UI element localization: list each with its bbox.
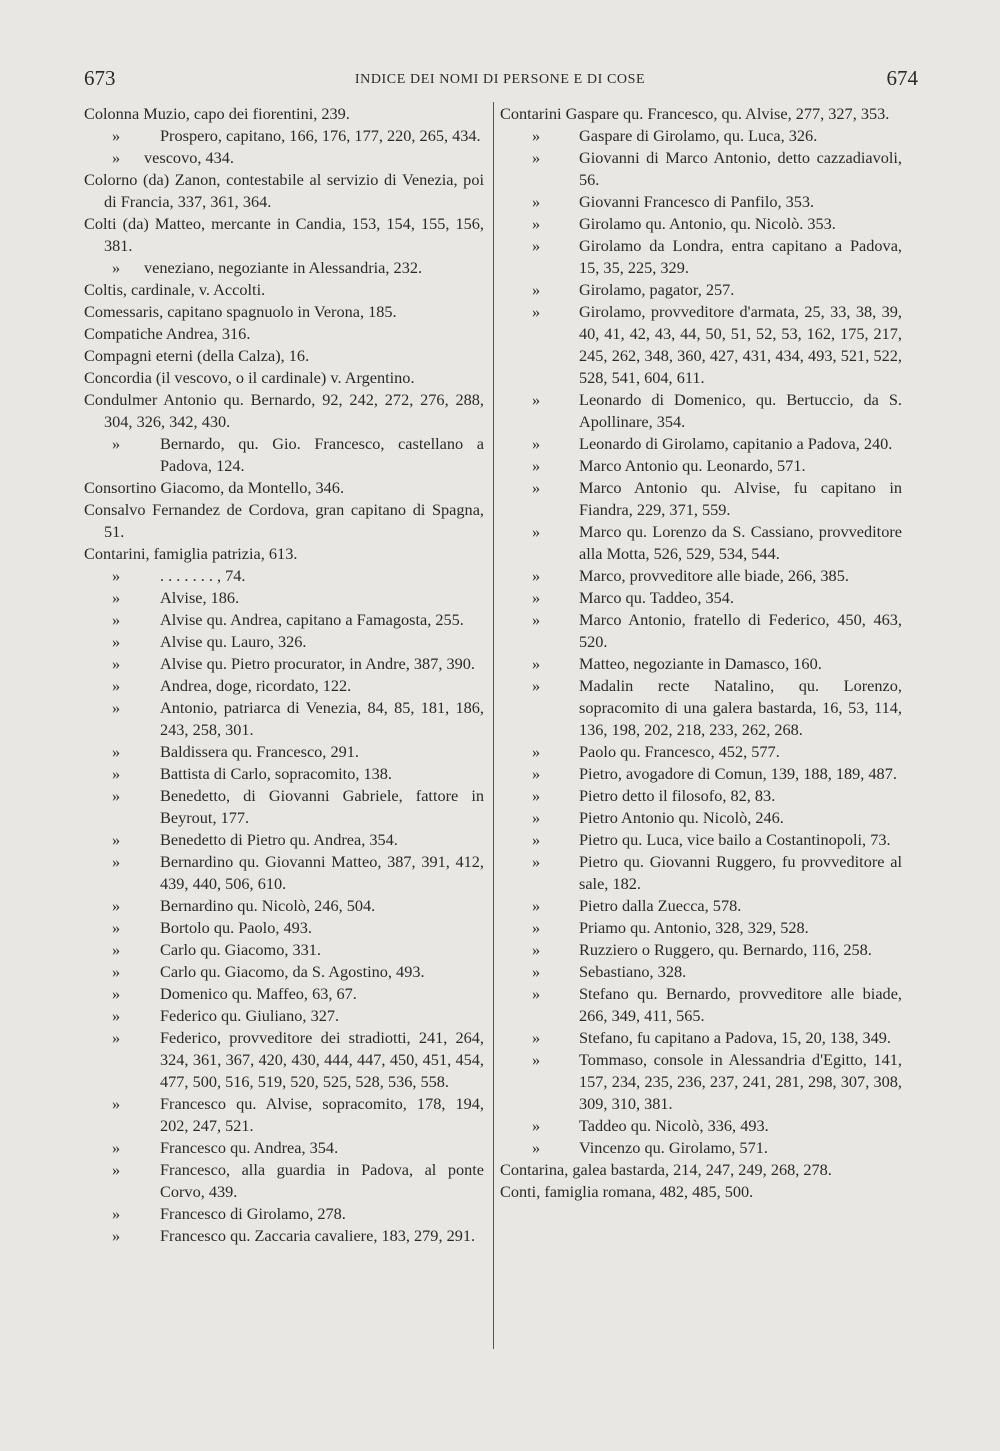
ditto-mark: »	[532, 434, 541, 453]
ditto-mark: »	[112, 962, 121, 981]
entry-text: Girolamo qu. Antonio, qu. Nicolò. 353.	[579, 214, 836, 233]
index-entry	[500, 389, 902, 433]
ditto-mark: »	[112, 1028, 121, 1047]
ditto-mark: »	[532, 302, 541, 321]
ditto-mark: »	[532, 214, 541, 233]
index-entry	[500, 785, 902, 807]
entry-text: Pietro Antonio qu. Nicolò, 246.	[579, 808, 784, 827]
index-entry	[84, 741, 484, 763]
ditto-mark: »	[112, 1160, 121, 1179]
index-entry	[84, 499, 484, 543]
index-entry	[500, 477, 902, 521]
entry-text: Pietro detto il filosofo, 82, 83.	[579, 786, 776, 805]
index-entry	[500, 983, 902, 1027]
ditto-mark: »	[112, 566, 121, 585]
ditto-mark: »	[532, 1138, 541, 1157]
entry-text: Consalvo Fernandez de Cordova, gran capitano di Spagna, 51.	[84, 500, 484, 541]
index-entry	[84, 433, 484, 477]
index-entry	[84, 103, 484, 125]
index-entry	[84, 631, 484, 653]
index-entry	[500, 653, 902, 675]
index-entry	[84, 917, 484, 939]
index-entry	[84, 961, 484, 983]
index-entry	[84, 675, 484, 697]
entry-text: Pietro, avogadore di Comun, 139, 188, 189, 487.	[579, 764, 897, 783]
entry-text: Pietro dalla Zuecca, 578.	[579, 896, 742, 915]
ditto-mark: »	[112, 918, 121, 937]
ditto-mark: »	[532, 830, 541, 849]
index-entry	[84, 543, 484, 565]
entry-text: Paolo qu. Francesco, 452, 577.	[579, 742, 780, 761]
entry-text: Gaspare di Girolamo, qu. Luca, 326.	[579, 126, 818, 145]
ditto-mark: »	[112, 654, 121, 673]
ditto-mark: »	[532, 192, 541, 211]
index-entry	[500, 147, 902, 191]
ditto-mark: »	[112, 830, 121, 849]
ditto-mark: »	[112, 610, 121, 629]
entry-text: Stefano, fu capitano a Padova, 15, 20, 138, 349.	[579, 1028, 891, 1047]
index-entry	[84, 213, 484, 257]
entry-text: Priamo qu. Antonio, 328, 329, 528.	[579, 918, 809, 937]
entry-text: Prospero, capitano, 166, 176, 177, 220, 265, 434.	[160, 126, 481, 145]
entry-text: Francesco qu. Zaccaria cavaliere, 183, 279, 291.	[160, 1226, 476, 1245]
index-entry	[84, 125, 484, 147]
entry-text: Stefano qu. Bernardo, provveditore alle biade, 266, 349, 411, 565.	[579, 984, 902, 1025]
entry-text: Marco Antonio, fratello di Federico, 450, 463, 520.	[579, 610, 902, 651]
index-entry	[84, 587, 484, 609]
index-entry	[500, 851, 902, 895]
entry-text: Benedetto, di Giovanni Gabriele, fattore in Beyrout, 177.	[160, 786, 484, 827]
index-entry	[84, 1005, 484, 1027]
ditto-mark: »	[532, 566, 541, 585]
ditto-mark: »	[532, 742, 541, 761]
ditto-mark: »	[532, 390, 541, 409]
entry-text: Pietro qu. Giovanni Ruggero, fu provveditore al sale, 182.	[579, 852, 902, 893]
entry-text: Alvise qu. Pietro procurator, in Andre, 387, 390.	[160, 654, 475, 673]
entry-text: Condulmer Antonio qu. Bernardo, 92, 242, 272, 276, 288, 304, 326, 342, 430.	[84, 390, 484, 431]
entry-text: Comessaris, capitano spagnuolo in Verona, 185.	[84, 302, 397, 321]
index-entry	[500, 675, 902, 741]
ditto-mark: »	[112, 1094, 121, 1113]
entry-text: Giovanni di Marco Antonio, detto cazzadiavoli, 56.	[579, 148, 902, 189]
index-entry	[84, 1225, 484, 1247]
entry-text: Alvise, 186.	[160, 588, 240, 607]
entry-text: Marco Antonio qu. Leonardo, 571.	[579, 456, 806, 475]
entry-text: Carlo qu. Giacomo, 331.	[160, 940, 321, 959]
index-entry	[84, 1159, 484, 1203]
index-entry	[84, 279, 484, 301]
index-entry	[500, 213, 902, 235]
index-entry	[84, 785, 484, 829]
index-entry	[84, 477, 484, 499]
index-entry	[500, 455, 902, 477]
ditto-mark: »	[532, 984, 541, 1003]
ditto-mark: »	[112, 434, 121, 453]
ditto-mark: »	[112, 940, 121, 959]
running-title: INDICE DEI NOMI DI PERSONE E DI COSE	[354, 72, 646, 87]
index-entry	[500, 763, 902, 785]
index-entry	[84, 1027, 484, 1093]
index-entry	[500, 103, 902, 125]
ditto-mark: »	[532, 852, 541, 871]
index-entry	[500, 191, 902, 213]
entry-text: Colti (da) Matteo, mercante in Candia, 153, 154, 155, 156, 381.	[84, 214, 484, 255]
index-entry	[500, 829, 902, 851]
ditto-mark: »	[112, 984, 121, 1003]
index-entry	[500, 1181, 902, 1203]
ditto-mark: »	[532, 896, 541, 915]
ditto-mark: »	[532, 808, 541, 827]
index-entry	[84, 345, 484, 367]
entry-text: Compagni eterni (della Calza), 16.	[84, 346, 310, 365]
entry-text: Conti, famiglia romana, 482, 485, 500.	[500, 1182, 754, 1201]
entry-text: Colorno (da) Zanon, contestabile al servizio di Venezia, poi di Francia, 337, 361, 364.	[84, 170, 484, 211]
page-header	[0, 62, 1000, 92]
page-number-right: 674	[886, 66, 918, 90]
index-entry	[500, 807, 902, 829]
entry-text: Benedetto di Pietro qu. Andrea, 354.	[160, 830, 398, 849]
entry-text: Taddeo qu. Nicolò, 336, 493.	[579, 1116, 769, 1135]
index-entry	[84, 939, 484, 961]
entry-text: Contarina, galea bastarda, 214, 247, 249, 268, 278.	[500, 1160, 832, 1179]
entry-text: Compatiche Andrea, 316.	[84, 324, 251, 343]
ditto-mark: »	[532, 786, 541, 805]
index-entry	[500, 609, 902, 653]
entry-text: Coltis, cardinale, v. Accolti.	[84, 280, 266, 299]
index-entry	[84, 367, 484, 389]
entry-text: Tommaso, console in Alessandria d'Egitto, 141, 157, 234, 235, 236, 237, 241, 281, 298, 307, 308, 309, 310, 381.	[579, 1050, 902, 1113]
entry-text: Carlo qu. Giacomo, da S. Agostino, 493.	[160, 962, 425, 981]
entry-text: Marco qu. Taddeo, 354.	[579, 588, 735, 607]
index-entry	[84, 389, 484, 433]
ditto-mark: »	[112, 258, 121, 277]
index-entry	[500, 301, 902, 389]
entry-text: Girolamo, provveditore d'armata, 25, 33, 38, 39, 40, 41, 42, 43, 44, 50, 51, 52, 53, 162, 175, 217, 245, 262, 348, 360, 427, 431, 434, 493, 521, 522, 528, 541, 604, 611.	[579, 302, 902, 387]
index-entry	[84, 147, 484, 169]
index-entry	[84, 609, 484, 631]
ditto-mark: »	[532, 764, 541, 783]
index-entry	[500, 1159, 902, 1181]
index-entry	[84, 257, 484, 279]
ditto-mark: »	[112, 1226, 121, 1245]
entry-text: Andrea, doge, ricordato, 122.	[160, 676, 352, 695]
index-entry	[500, 1049, 902, 1115]
index-entry	[500, 433, 902, 455]
index-entry	[84, 301, 484, 323]
entry-text: Antonio, patriarca di Venezia, 84, 85, 181, 186, 243, 258, 301.	[160, 698, 484, 739]
ditto-mark: »	[532, 1116, 541, 1135]
entry-text: Madalin recte Natalino, qu. Lorenzo, sopracomito di una galera bastarda, 16, 53, 114, 136, 198, 202, 218, 233, 262, 268.	[579, 676, 902, 739]
entry-text: Baldissera qu. Francesco, 291.	[160, 742, 359, 761]
entry-text: Contarini Gaspare qu. Francesco, qu. Alvise, 277, 327, 353.	[500, 104, 890, 123]
index-entry	[84, 169, 484, 213]
ditto-mark: »	[532, 918, 541, 937]
index-entry	[500, 235, 902, 279]
entry-text: . . . . . . . , 74.	[160, 566, 246, 585]
entry-text: Alvise qu. Andrea, capitano a Famagosta, 255.	[160, 610, 464, 629]
entry-text: Battista di Carlo, sopracomito, 138.	[160, 764, 392, 783]
index-entry	[84, 565, 484, 587]
ditto-mark: »	[532, 1028, 541, 1047]
index-entry	[84, 323, 484, 345]
ditto-mark: »	[112, 632, 121, 651]
index-entry	[84, 983, 484, 1005]
entry-text: Marco, provveditore alle biade, 266, 385.	[579, 566, 849, 585]
entry-text: Bernardino qu. Nicolò, 246, 504.	[160, 896, 376, 915]
ditto-mark: »	[532, 588, 541, 607]
entry-text: Marco Antonio qu. Alvise, fu capitano in Fiandra, 229, 371, 559.	[579, 478, 902, 519]
ditto-mark: »	[112, 1204, 121, 1223]
entry-text: Vincenzo qu. Girolamo, 571.	[579, 1138, 768, 1157]
entry-text: Francesco, alla guardia in Padova, al ponte Corvo, 439.	[160, 1160, 484, 1201]
index-entry	[84, 1093, 484, 1137]
index-entry	[84, 851, 484, 895]
entry-text: Francesco qu. Andrea, 354.	[160, 1138, 339, 1157]
index-entry	[500, 1027, 902, 1049]
index-entry	[500, 917, 902, 939]
index-entry	[500, 1115, 902, 1137]
index-entry	[84, 763, 484, 785]
entry-text: Giovanni Francesco di Panfilo, 353.	[579, 192, 815, 211]
entry-text: Francesco di Girolamo, 278.	[160, 1204, 346, 1223]
ditto-mark: »	[112, 1138, 121, 1157]
entry-text: Pietro qu. Luca, vice bailo a Costantinopoli, 73.	[579, 830, 891, 849]
index-entry	[84, 653, 484, 675]
ditto-mark: »	[532, 148, 541, 167]
index-entry	[500, 521, 902, 565]
entry-text: Bortolo qu. Paolo, 493.	[160, 918, 312, 937]
ditto-mark: »	[112, 896, 121, 915]
ditto-mark: »	[112, 126, 121, 145]
ditto-mark: »	[532, 126, 541, 145]
ditto-mark: »	[112, 588, 121, 607]
entry-text: Federico, provveditore dei stradiotti, 241, 264, 324, 361, 367, 420, 430, 444, 447, 450, 451, 454, 477, 500, 516, 519, 520, 525, 528, 536, 558.	[160, 1028, 484, 1091]
index-entry	[84, 1203, 484, 1225]
ditto-mark: »	[532, 610, 541, 629]
right-column	[500, 103, 902, 1203]
entry-text: Consortino Giacomo, da Montello, 346.	[84, 478, 345, 497]
entry-text: Domenico qu. Maffeo, 63, 67.	[160, 984, 357, 1003]
index-entry	[84, 895, 484, 917]
entry-text: Marco qu. Lorenzo da S. Cassiano, provveditore alla Motta, 526, 529, 534, 544.	[579, 522, 902, 563]
index-entry	[500, 895, 902, 917]
entry-text: Colonna Muzio, capo dei fiorentini, 239.	[84, 104, 350, 123]
page-number-left: 673	[84, 66, 116, 90]
entry-text: Girolamo, pagator, 257.	[579, 280, 735, 299]
ditto-mark: »	[532, 236, 541, 255]
entry-text: Leonardo di Girolamo, capitanio a Padova, 240.	[579, 434, 893, 453]
column-divider	[493, 102, 494, 1349]
ditto-mark: »	[532, 940, 541, 959]
entry-text: Federico qu. Giuliano, 327.	[160, 1006, 340, 1025]
entry-text: vescovo, 434.	[144, 148, 234, 167]
ditto-mark: »	[112, 1006, 121, 1025]
entry-text: Sebastiano, 328.	[579, 962, 687, 981]
ditto-mark: »	[112, 786, 121, 805]
entry-text: Leonardo di Domenico, qu. Bertuccio, da S. Apollinare, 354.	[579, 390, 902, 431]
ditto-mark: »	[112, 698, 121, 717]
ditto-mark: »	[532, 456, 541, 475]
entry-text: Bernardo, qu. Gio. Francesco, castellano a Padova, 124.	[160, 434, 484, 475]
ditto-mark: »	[112, 742, 121, 761]
entry-text: Ruzziero o Ruggero, qu. Bernardo, 116, 258.	[579, 940, 872, 959]
entry-text: Concordia (il vescovo, o il cardinale) v. Argentino.	[84, 368, 415, 387]
index-entry	[500, 587, 902, 609]
entry-text: Matteo, negoziante in Damasco, 160.	[579, 654, 822, 673]
index-entry	[500, 741, 902, 763]
entry-text: Girolamo da Londra, entra capitano a Padova, 15, 35, 225, 329.	[579, 236, 902, 277]
entry-text: veneziano, negoziante in Alessandria, 232.	[144, 258, 423, 277]
left-column	[84, 103, 484, 1247]
entry-text: Contarini, famiglia patrizia, 613.	[84, 544, 298, 563]
ditto-mark: »	[532, 962, 541, 981]
index-entry	[500, 565, 902, 587]
index-entry	[500, 125, 902, 147]
index-entry	[84, 829, 484, 851]
ditto-mark: »	[532, 676, 541, 695]
ditto-mark: »	[532, 1050, 541, 1069]
ditto-mark: »	[112, 764, 121, 783]
index-entry	[500, 1137, 902, 1159]
index-entry	[500, 939, 902, 961]
index-entry	[500, 961, 902, 983]
ditto-mark: »	[532, 478, 541, 497]
ditto-mark: »	[532, 522, 541, 541]
index-entry	[84, 1137, 484, 1159]
ditto-mark: »	[112, 852, 121, 871]
ditto-mark: »	[112, 676, 121, 695]
ditto-mark: »	[112, 148, 121, 167]
index-entry	[500, 279, 902, 301]
entry-text: Bernardino qu. Giovanni Matteo, 387, 391, 412, 439, 440, 506, 610.	[160, 852, 484, 893]
ditto-mark: »	[532, 280, 541, 299]
entry-text: Alvise qu. Lauro, 326.	[160, 632, 307, 651]
index-entry	[84, 697, 484, 741]
entry-text: Francesco qu. Alvise, sopracomito, 178, 194, 202, 247, 521.	[160, 1094, 484, 1135]
ditto-mark: »	[532, 654, 541, 673]
